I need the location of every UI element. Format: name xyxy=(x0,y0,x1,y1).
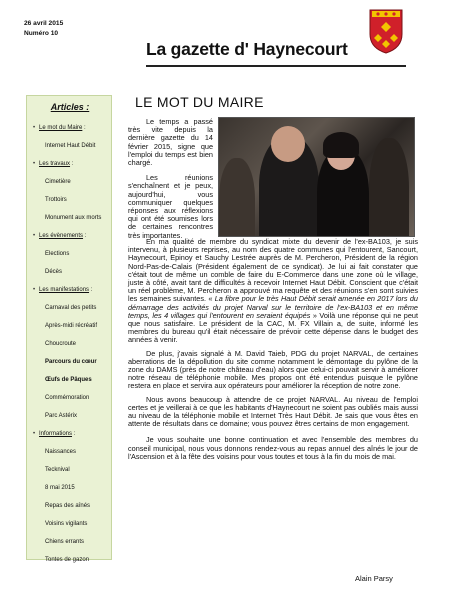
sidebar-item[interactable]: Trottoirs xyxy=(45,197,67,203)
sidebar-item[interactable]: Commémoration xyxy=(45,395,90,401)
issue-date: 26 avril 2015 xyxy=(24,20,64,27)
sidebar-category-label: Les travaux xyxy=(39,161,71,167)
sidebar-item[interactable]: Tecknival xyxy=(45,467,70,473)
issue-number: Numéro 10 xyxy=(24,30,59,37)
sidebar-item[interactable]: Cimetière xyxy=(45,179,71,185)
mayor-photo xyxy=(218,117,415,237)
photo-figure xyxy=(271,126,305,162)
sidebar-category-label: Les évènements xyxy=(39,233,84,239)
sidebar-item[interactable]: Internet Haut Débit xyxy=(45,143,96,149)
articles-sidebar xyxy=(26,95,112,563)
sidebar-item[interactable]: Monument aux morts xyxy=(45,215,102,221)
sidebar-item[interactable]: Chiens errants xyxy=(45,539,85,545)
sidebar-category-suffix: : xyxy=(89,287,93,293)
sidebar-item[interactable]: Parc Astérix xyxy=(45,413,78,419)
article-body xyxy=(128,238,418,466)
masthead-rule xyxy=(146,65,406,67)
sidebar-category[interactable] xyxy=(33,124,107,132)
signature: Alain Parsy xyxy=(355,574,393,583)
issue-meta xyxy=(24,19,63,39)
sidebar-item[interactable]: Parcours du cœur xyxy=(45,359,97,365)
article-title: LE MOT DU MAIRE xyxy=(135,94,264,110)
sidebar-category[interactable] xyxy=(33,430,107,438)
article-intro xyxy=(128,118,213,247)
photo-figure xyxy=(219,158,255,237)
sidebar-category-suffix: : xyxy=(70,161,74,167)
paragraph-4: De plus, j'avais signalé à M. David Taieb, PDG du projet NARVAL, de certaines aberrations de la dépollution du site comme notamment le démontage du pylône de la zone du DAMS (près de notre château d'eau) alors que celui-ci pouvait servir à améliorer notre réseau de téléphonie mobile. Mes propos ont été entendus puisque le pylône restera en place et servira aux opérateurs pour améliorer la réception de notre zone. xyxy=(128,348,418,391)
sidebar-item[interactable]: Repas des aînés xyxy=(45,503,91,509)
sidebar-category-suffix: : xyxy=(83,233,87,239)
sidebar-item[interactable]: Voisins vigilants xyxy=(45,521,88,527)
sidebar-category-label: Les manifestations xyxy=(39,287,90,293)
sidebar-list xyxy=(33,124,107,564)
sidebar-item[interactable]: 8 mai 2015 xyxy=(45,485,75,491)
sidebar-item[interactable]: Carnaval des petits xyxy=(45,305,97,311)
paragraph-3-start: En ma qualité de membre du syndicat mixte du devenir de l'ex-BA103, je suis intervenu, à plusieurs reprises, au nom des quatre communes qui l'entourent, Sancourt, Haynecourt, Epinoy et Sauchy Lestrée auprès de M. Percheron, Président de la région Nord-Pas-de-Calais (Président également de ce syndicat). Je lui ai fait constater que c'était tout de même un comble de faire du E-Commerce dans une zone où le village, juste à côté, avait tant de difficultés à recevoir Internet Haut Débit. Conscient que c'était un réel problème, M. Percheron a approuvé ma requête et des réunions s'en sont suivies les semaines suivantes. « xyxy=(128,237,418,304)
paragraph-2: Les réunions s'enchaînent et je peux, aujourd'hui, vous communiquer quelques réponses aux réflexions qui ont été soumises lors de certaines rencontres très importantes. xyxy=(128,173,213,240)
coat-of-arms-icon xyxy=(368,8,404,54)
sidebar-item[interactable]: Décès xyxy=(45,269,63,275)
sidebar-category[interactable] xyxy=(33,232,107,240)
paragraph-6: Je vous souhaite une bonne continuation et avec l'ensemble des membres du conseil municipal, nous vous donnons rendez-vous au repas annuel des aînés le jour de l'Ascension et à la fête des voisins pour vous toutes et tous à la fin du mois de mai. xyxy=(128,435,418,461)
sidebar-item[interactable]: Après-midi récréatif xyxy=(45,323,98,329)
sidebar-category[interactable] xyxy=(33,286,107,294)
sidebar-category-label: Le mot du Maire xyxy=(39,125,83,131)
photo-figure xyxy=(369,138,409,237)
sidebar-item[interactable]: Tontes de gazon xyxy=(45,557,90,563)
sidebar-item[interactable]: Œufs de Pâques xyxy=(45,377,92,383)
paragraph-3-end: » Voilà une réponse qui ne peut que nous satisfaire. Le président de la CAC, M. FX Villain a, de suite, informé les membres du bureau qu'il était nécessaire de prévoir cette dépense dans le budget des années à venir. xyxy=(128,310,419,345)
masthead-title: La gazette d' Haynecourt xyxy=(146,39,348,59)
sidebar-category-label: Informations xyxy=(39,431,73,437)
paragraph-3-quote: La fibre pour le très Haut Débit serait amenée en 2017 lors du démarrage des activités du projet Narval sur le territoire de l'ex-BA103 et en même temps, les 4 villages qui l'entourent en seraient équipés xyxy=(128,294,418,320)
sidebar-item[interactable]: Elections xyxy=(45,251,70,257)
paragraph-3 xyxy=(128,238,418,345)
sidebar-title: Articles : xyxy=(50,102,90,112)
sidebar-item[interactable]: Naissances xyxy=(45,449,77,455)
photo-figure xyxy=(323,132,359,158)
sidebar-item[interactable]: Choucroute xyxy=(45,341,77,347)
sidebar-category[interactable] xyxy=(33,160,107,168)
sidebar-category-suffix: : xyxy=(82,125,86,131)
sidebar-category-suffix: : xyxy=(72,431,76,437)
paragraph-1: Le temps a passé très vite depuis la dernière gazette du 14 février 2015, signe que l'emploi du temps est bien chargé. xyxy=(128,117,213,168)
paragraph-5: Nous avons beaucoup à attendre de ce projet NARVAL. Au niveau de l'emploi certes et je veillerai à ce que les habitants d'Haynecourt ne soient pas oubliés mais aussi au niveau de la téléphonie mobile et Internet Très Haut Débit. Je sais que vous êtes en attente de résultats dans ce domaine; vous pouvez êtres certains de mon engagement. xyxy=(128,394,418,429)
